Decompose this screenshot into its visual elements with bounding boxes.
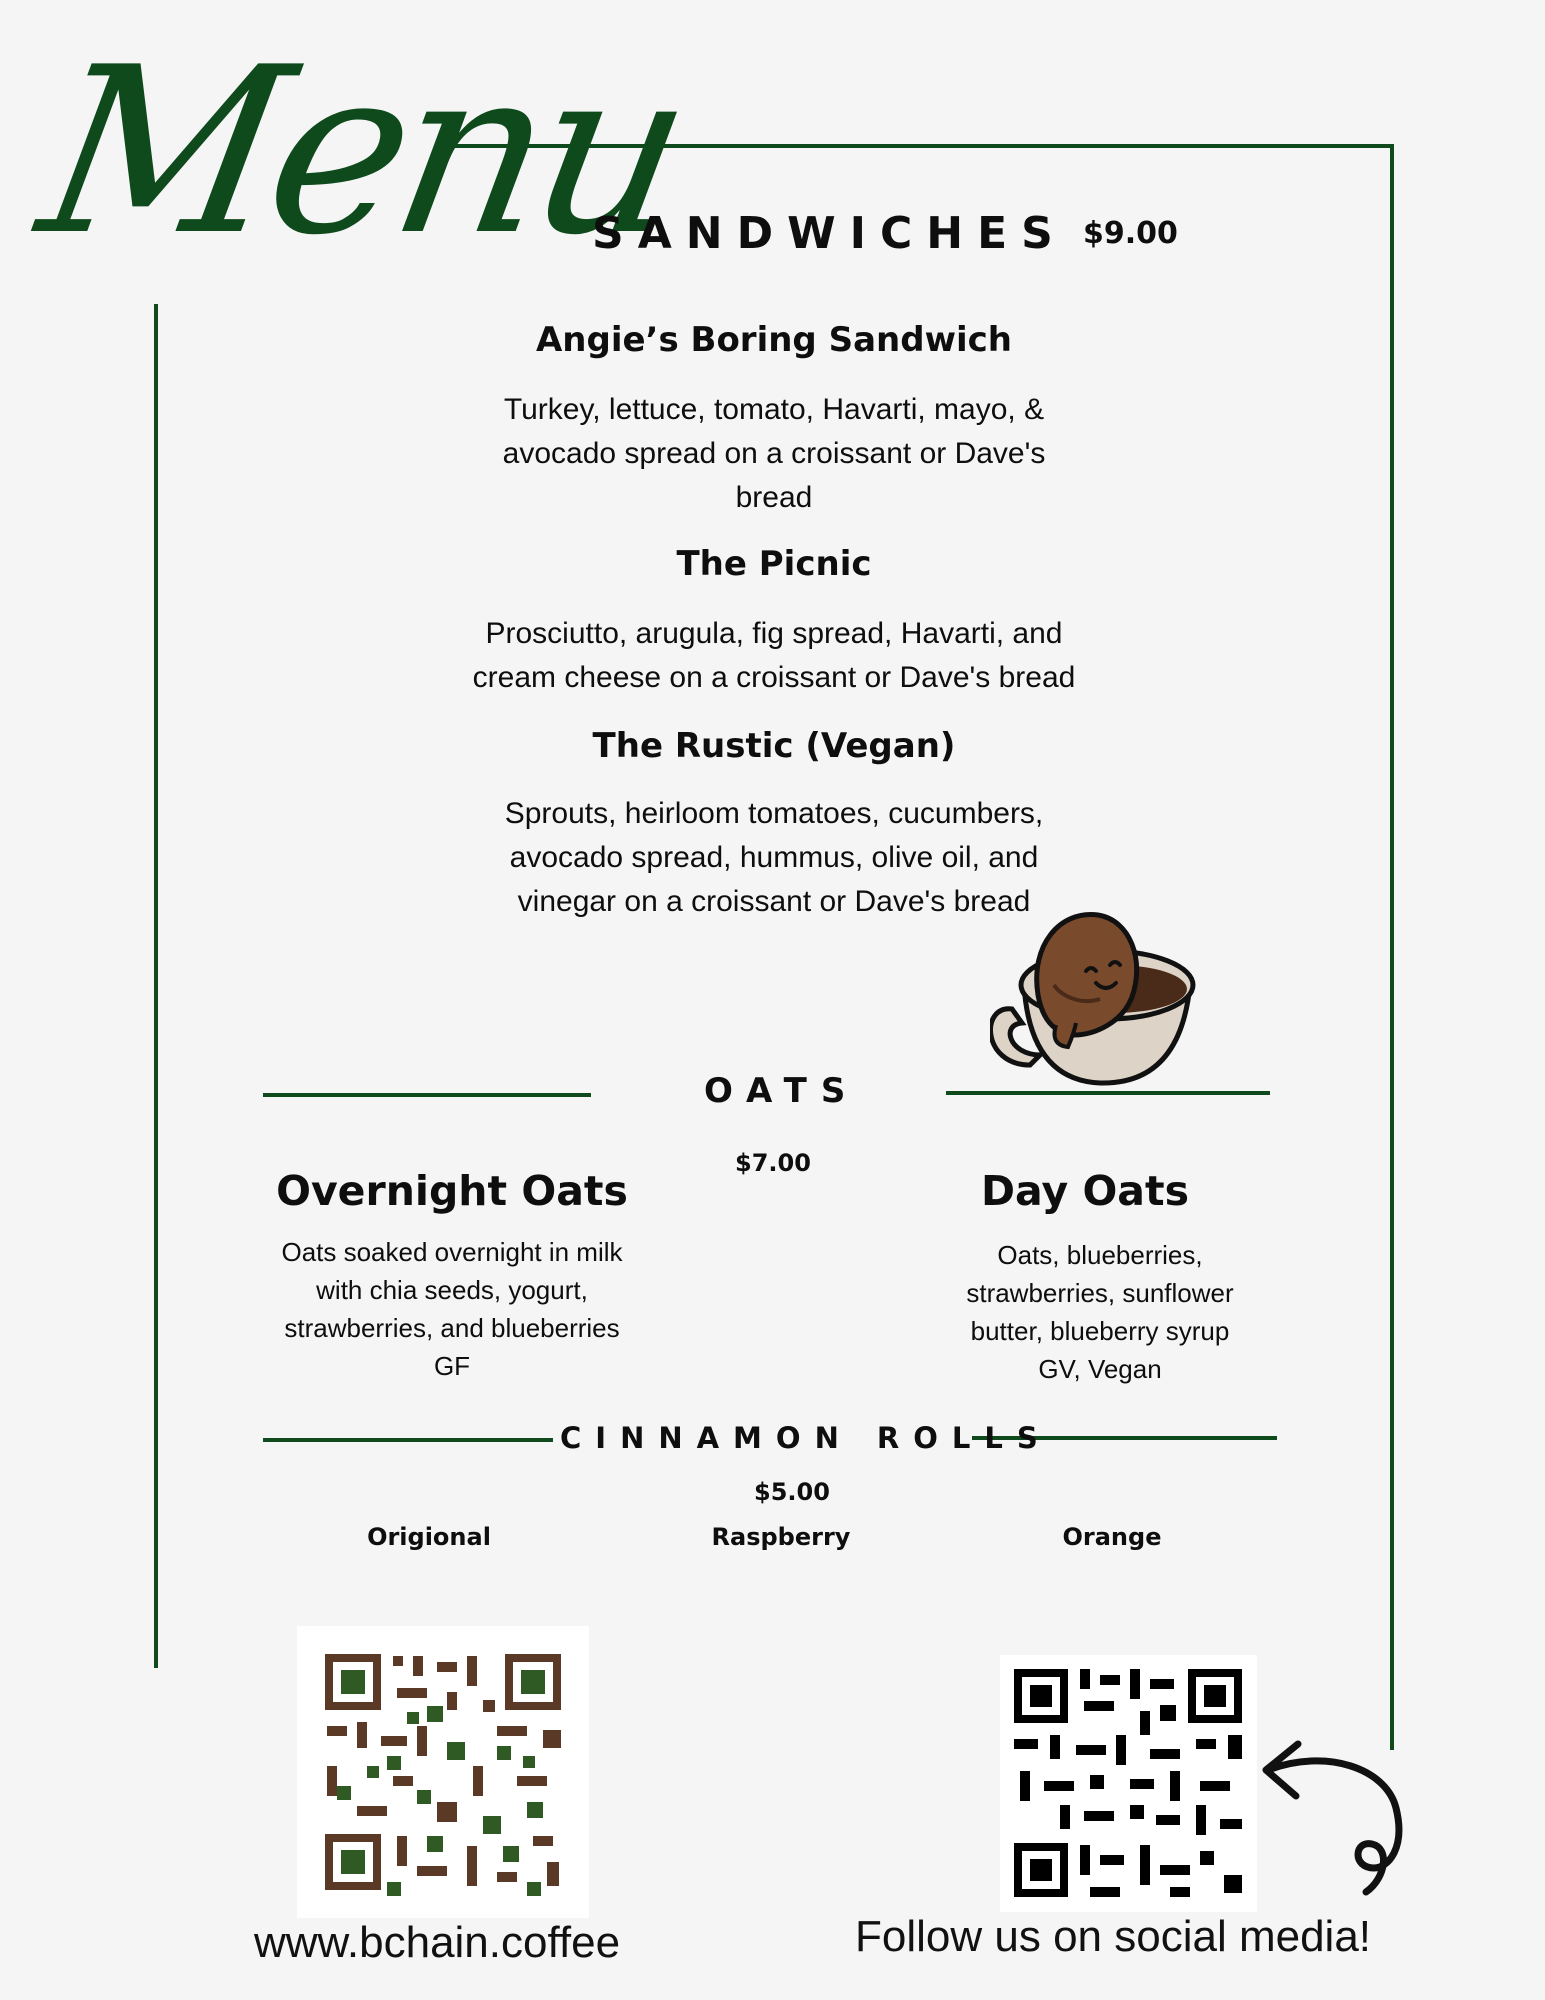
sandwich-desc-rustic: Sprouts, heirloom tomatoes, cucumbers, avocado spread, hummus, olive oil, and vinegar on a croissant or Dave's bread	[504, 797, 1044, 918]
oats-divider-right	[946, 1091, 1270, 1095]
oats-price: $7.00	[735, 1149, 811, 1177]
frame-left-line	[154, 304, 158, 1668]
roll-flavor-original: Origional	[367, 1523, 491, 1551]
menu-title: Menu	[24, 19, 700, 286]
oats-heading: OATS	[704, 1071, 860, 1111]
cinnamon-rolls-price: $5.00	[754, 1478, 830, 1506]
coffee-bean-mascot-icon	[990, 905, 1220, 1090]
curly-arrow-icon	[1256, 1718, 1416, 1898]
cinnamon-rolls-heading: CINNAMON ROLLS	[560, 1421, 1052, 1455]
oats-tag-overnight: GF	[433, 1351, 471, 1381]
social-media-text: Follow us on social media!	[855, 1912, 1372, 1961]
oats-desc-overnight: Oats soaked overnight in milk with chia seeds, yogurt, strawberries, and blueberries	[281, 1237, 623, 1343]
oats-desc-day: Oats, blueberries, strawberries, sunflower butter, blueberry syrup	[966, 1240, 1234, 1346]
sandwich-name-angies: Angie’s Boring Sandwich	[535, 320, 1013, 360]
sandwiches-price: $9.00	[1083, 216, 1178, 251]
sandwich-name-rustic: The Rustic (Vegan)	[592, 726, 956, 766]
sandwich-desc-angies: Turkey, lettuce, tomato, Havarti, mayo, & avocado spread on a croissant or Dave's bread	[502, 393, 1046, 514]
qr-code-social-icon[interactable]	[1000, 1655, 1257, 1912]
oats-tag-day: GV, Vegan	[1038, 1354, 1162, 1384]
oats-divider-left	[263, 1093, 591, 1097]
qr-code-website-icon[interactable]	[297, 1626, 589, 1918]
rolls-divider-left	[263, 1438, 553, 1442]
sandwich-name-picnic: The Picnic	[676, 544, 872, 584]
oats-name-overnight: Overnight Oats	[276, 1167, 628, 1215]
roll-flavor-orange: Orange	[1062, 1523, 1162, 1551]
frame-right-line	[1390, 144, 1394, 1750]
oats-name-day: Day Oats	[981, 1167, 1189, 1215]
sandwich-desc-picnic: Prosciutto, arugula, fig spread, Havarti, and cream cheese on a croissant or Dave's bread	[472, 617, 1076, 694]
website-link[interactable]: www.bchain.coffee	[254, 1918, 621, 1967]
roll-flavor-raspberry: Raspberry	[711, 1523, 851, 1551]
sandwiches-heading: SANDWICHES	[592, 208, 1067, 259]
